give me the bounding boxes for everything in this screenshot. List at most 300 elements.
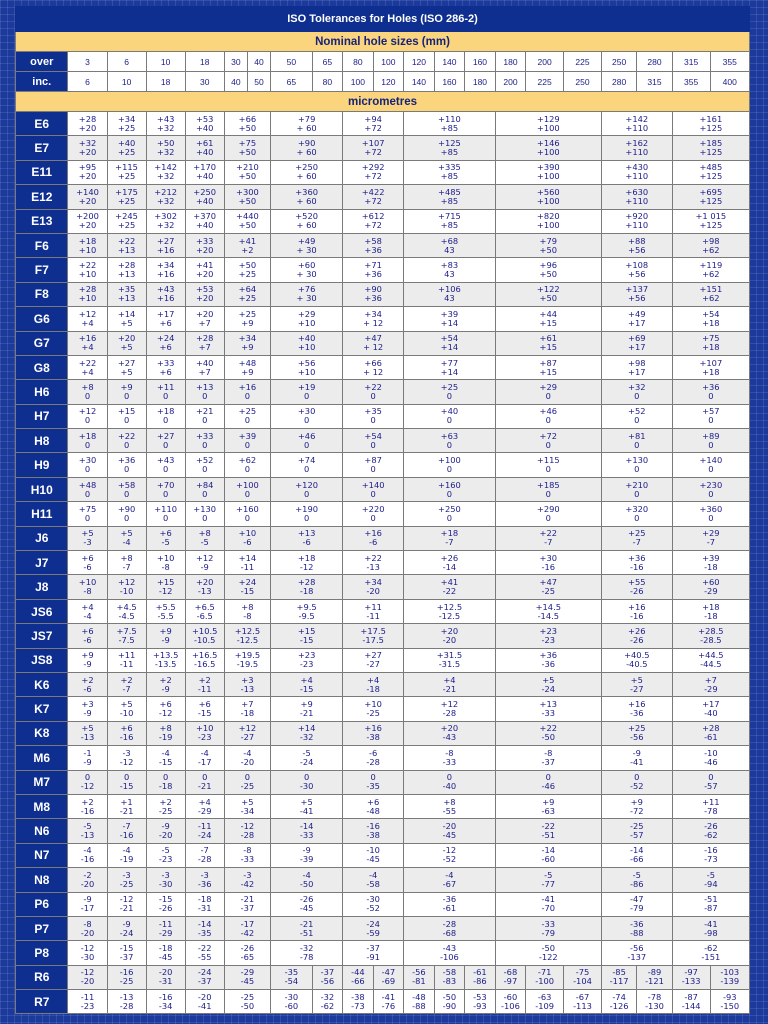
- tolerance-cell: [601, 648, 672, 672]
- micrometres-header: micrometres: [16, 92, 750, 112]
- lower-deviation: 0: [545, 464, 551, 475]
- upper-deviation: +8: [241, 601, 254, 612]
- lower-deviation: -60: [284, 1000, 299, 1011]
- lower-deviation: -8: [83, 586, 92, 597]
- upper-deviation: +119: [699, 260, 723, 271]
- lower-deviation: +20: [78, 122, 97, 133]
- tolerance-cell: [185, 990, 224, 1014]
- lower-deviation: 43: [444, 269, 455, 280]
- upper-deviation: +11: [702, 796, 720, 807]
- upper-deviation: +46: [539, 406, 558, 417]
- lower-deviation: 0: [84, 390, 91, 401]
- lower-deviation: +125: [699, 220, 723, 231]
- tolerance-cell: [107, 624, 146, 648]
- lower-deviation: -34: [240, 805, 255, 816]
- upper-deviation: -36: [630, 918, 644, 929]
- tolerance-cell: [224, 258, 270, 282]
- table-row: [16, 282, 750, 306]
- lower-deviation: 0: [163, 464, 169, 475]
- upper-deviation: +34: [156, 260, 175, 271]
- upper-deviation: +16: [78, 333, 97, 344]
- lower-deviation: 0: [84, 512, 91, 523]
- tolerance-grade-label: G8: [16, 355, 68, 379]
- tolerance-cell: [185, 648, 224, 672]
- tolerance-cell: [343, 258, 404, 282]
- lower-deviation: 0: [123, 390, 130, 401]
- upper-deviation: -8: [445, 747, 454, 758]
- tolerance-cell: [146, 136, 185, 160]
- upper-deviation: +290: [536, 503, 560, 514]
- upper-deviation: 0: [545, 772, 551, 783]
- lower-deviation: -6: [83, 561, 92, 572]
- tolerance-cell: [495, 185, 601, 209]
- upper-deviation: +22: [78, 260, 97, 271]
- upper-deviation: +18: [297, 552, 316, 563]
- tolerance-grade-label: G7: [16, 331, 68, 355]
- lower-deviation: 0: [303, 415, 310, 426]
- lower-deviation: -11: [366, 610, 380, 621]
- upper-deviation: +53: [195, 284, 214, 295]
- tolerance-cell: [271, 819, 343, 843]
- tolerance-grade-label: H11: [16, 502, 68, 526]
- tolerance-cell: [68, 453, 107, 477]
- tolerance-cell: [68, 624, 107, 648]
- tolerance-cell: [68, 721, 107, 745]
- tolerance-cell: [146, 794, 185, 818]
- upper-deviation: +28: [195, 333, 214, 344]
- lower-deviation: -31.5: [438, 659, 461, 670]
- upper-deviation: +75: [78, 503, 97, 514]
- tolerance-cell: [107, 209, 146, 233]
- lower-deviation: +7: [198, 317, 211, 328]
- upper-deviation: -4: [243, 747, 252, 758]
- upper-deviation: +30: [297, 406, 316, 417]
- upper-deviation: +107: [699, 357, 723, 368]
- lower-deviation: -12: [158, 586, 173, 597]
- upper-deviation: +13: [297, 528, 316, 539]
- table-row: [16, 453, 750, 477]
- upper-deviation: -9: [122, 918, 131, 929]
- lower-deviation: +36: [364, 244, 382, 255]
- tolerance-cell: [224, 453, 270, 477]
- lower-deviation: -7: [544, 537, 553, 548]
- tolerance-cell: [224, 575, 270, 599]
- tolerance-cell: [107, 136, 146, 160]
- upper-deviation: -16: [704, 845, 718, 856]
- upper-deviation: -26: [240, 942, 255, 953]
- lower-deviation: 0: [370, 439, 376, 450]
- tolerance-cell: [107, 721, 146, 745]
- upper-deviation: +27: [156, 430, 175, 441]
- upper-deviation: +58: [364, 235, 382, 246]
- lower-deviation: +9: [241, 317, 254, 328]
- tolerance-grade-label: JS6: [16, 599, 68, 623]
- tolerance-cell: [672, 819, 749, 843]
- lower-deviation: -8: [243, 610, 252, 621]
- tolerance-cell: [271, 160, 343, 184]
- upper-deviation: +70: [156, 479, 175, 490]
- upper-deviation: +95: [78, 162, 97, 173]
- tolerance-grade-label: M6: [16, 746, 68, 770]
- lower-deviation: 0: [634, 488, 640, 499]
- lower-deviation: -10: [119, 708, 134, 719]
- lower-deviation: -15: [158, 756, 173, 767]
- upper-deviation: +245: [115, 211, 138, 222]
- tolerance-cell: [107, 380, 146, 404]
- upper-deviation: +28: [117, 260, 136, 271]
- lower-deviation: -117: [609, 976, 629, 987]
- lower-deviation: +100: [536, 122, 560, 133]
- tolerance-cell: [107, 282, 146, 306]
- size-over-cell: 160: [465, 52, 496, 72]
- tolerance-cell: [224, 429, 270, 453]
- lower-deviation: -37: [197, 976, 212, 987]
- lower-deviation: +13: [117, 293, 136, 304]
- tolerance-cell: [601, 575, 672, 599]
- tolerance-cell: [672, 868, 749, 892]
- lower-deviation: 0: [545, 415, 551, 426]
- tolerance-cell: [672, 136, 749, 160]
- size-inc-cell: 50: [247, 72, 270, 92]
- upper-deviation: -22: [197, 942, 212, 953]
- lower-deviation: -12.5: [438, 610, 461, 621]
- lower-deviation: -122: [538, 951, 558, 962]
- size-over-cell: 180: [495, 52, 526, 72]
- upper-deviation: -58: [442, 967, 457, 978]
- tolerance-cell: [601, 941, 672, 965]
- lower-deviation: -86: [473, 976, 487, 987]
- upper-deviation: -4: [122, 845, 131, 856]
- lower-deviation: -45: [299, 903, 314, 914]
- upper-deviation: +44.5: [698, 650, 724, 661]
- lower-deviation: -91: [366, 951, 380, 962]
- lower-deviation: -151: [701, 951, 721, 962]
- tolerance-cell: [107, 526, 146, 550]
- upper-deviation: +250: [295, 162, 319, 173]
- tolerance-cell: [146, 672, 185, 696]
- lower-deviation: -41: [630, 756, 644, 767]
- lower-deviation: -60: [541, 854, 556, 865]
- upper-deviation: -5: [544, 869, 553, 880]
- upper-deviation: +64: [238, 284, 257, 295]
- upper-deviation: +22: [117, 235, 136, 246]
- tolerance-cell: [343, 868, 404, 892]
- lower-deviation: -25: [366, 708, 380, 719]
- tolerance-cell: [404, 331, 496, 355]
- upper-deviation: +40: [195, 357, 214, 368]
- lower-deviation: +72: [364, 122, 382, 133]
- lower-deviation: 0: [370, 415, 376, 426]
- table-row: [16, 526, 750, 550]
- upper-deviation: -32: [320, 991, 335, 1002]
- lower-deviation: +85: [440, 220, 459, 231]
- upper-deviation: +120: [295, 479, 319, 490]
- lower-deviation: +10: [78, 269, 97, 280]
- tolerance-cell: [107, 355, 146, 379]
- lower-deviation: -121: [645, 976, 664, 987]
- upper-deviation: 0: [303, 772, 310, 783]
- tolerance-cell: [404, 965, 435, 989]
- lower-deviation: -51: [541, 830, 556, 841]
- upper-deviation: +9: [159, 625, 172, 636]
- lower-deviation: -11: [240, 561, 255, 572]
- lower-deviation: -72: [630, 805, 644, 816]
- lower-deviation: -28.5: [700, 634, 722, 645]
- upper-deviation: -16: [366, 821, 380, 832]
- upper-deviation: +36: [702, 381, 720, 392]
- tolerance-cell: [146, 258, 185, 282]
- tolerance-cell: [224, 916, 270, 940]
- lower-deviation: -33: [442, 756, 457, 767]
- tolerance-cell: [68, 672, 107, 696]
- lower-deviation: -19.5: [236, 659, 259, 670]
- lower-deviation: -40: [704, 708, 718, 719]
- lower-deviation: +100: [536, 195, 560, 206]
- lower-deviation: 0: [708, 415, 714, 426]
- lower-deviation: +72: [364, 220, 382, 231]
- lower-deviation: -24: [197, 830, 212, 841]
- lower-deviation: +10: [297, 342, 316, 353]
- lower-deviation: +10: [297, 366, 316, 377]
- tolerance-cell: [68, 380, 107, 404]
- lower-deviation: -93: [473, 1000, 487, 1011]
- upper-deviation: +9: [120, 381, 133, 392]
- lower-deviation: -24: [119, 927, 134, 938]
- tolerance-cell: [672, 551, 749, 575]
- lower-deviation: -65: [240, 951, 255, 962]
- lower-deviation: -12: [158, 708, 173, 719]
- lower-deviation: 0: [202, 464, 208, 475]
- lower-deviation: +18: [702, 342, 720, 353]
- lower-deviation: +17: [628, 317, 646, 328]
- upper-deviation: -9: [83, 894, 92, 905]
- tolerance-cell: [224, 941, 270, 965]
- lower-deviation: -78: [299, 951, 314, 962]
- lower-deviation: +13: [117, 244, 136, 255]
- lower-deviation: 0: [202, 488, 208, 499]
- size-over-cell: 100: [373, 52, 404, 72]
- upper-deviation: +630: [625, 186, 649, 197]
- upper-deviation: -25: [630, 821, 644, 832]
- lower-deviation: -27: [240, 732, 255, 743]
- upper-deviation: +6: [159, 528, 172, 539]
- tolerance-cell: [672, 209, 749, 233]
- upper-deviation: -8: [83, 918, 92, 929]
- tolerance-cell: [107, 112, 146, 136]
- lower-deviation: -16: [630, 610, 644, 621]
- upper-deviation: -22: [541, 821, 556, 832]
- upper-deviation: +920: [625, 211, 649, 222]
- tolerance-cell: [271, 697, 343, 721]
- table-row: [16, 355, 750, 379]
- size-inc-cell: 250: [564, 72, 602, 92]
- tolerance-cell: [146, 331, 185, 355]
- upper-deviation: +55: [628, 577, 646, 588]
- upper-deviation: +8: [198, 528, 211, 539]
- upper-deviation: +16: [364, 528, 382, 539]
- lower-deviation: -50: [299, 878, 314, 889]
- upper-deviation: +27: [117, 357, 136, 368]
- upper-deviation: -87: [684, 991, 698, 1002]
- tolerance-cell: [564, 965, 602, 989]
- upper-deviation: +12: [78, 406, 97, 417]
- lower-deviation: + 30: [296, 269, 317, 280]
- upper-deviation: +12: [78, 308, 97, 319]
- lower-deviation: -12: [299, 561, 314, 572]
- tolerance-cell: [271, 307, 343, 331]
- lower-deviation: -56: [630, 732, 644, 743]
- tolerance-cell: [373, 965, 404, 989]
- tolerance-cell: [343, 112, 404, 136]
- upper-deviation: -47: [381, 967, 396, 978]
- lower-deviation: 0: [163, 512, 169, 523]
- upper-deviation: -4: [445, 869, 454, 880]
- size-over-cell: 50: [271, 52, 313, 72]
- upper-deviation: +4: [443, 674, 456, 685]
- upper-deviation: -33: [541, 918, 556, 929]
- upper-deviation: +12.5: [436, 601, 463, 612]
- tolerance-cell: [224, 233, 270, 257]
- tolerance-cell: [68, 112, 107, 136]
- upper-deviation: -20: [158, 967, 173, 978]
- upper-deviation: +25: [238, 308, 257, 319]
- upper-deviation: -4: [369, 869, 378, 880]
- lower-deviation: 0: [708, 512, 714, 523]
- lower-deviation: -30: [299, 781, 314, 792]
- tolerance-cell: [601, 916, 672, 940]
- tolerance-cell: [271, 453, 343, 477]
- size-over-cell: 355: [710, 52, 749, 72]
- lower-deviation: +40: [195, 147, 214, 158]
- upper-deviation: -17: [240, 918, 255, 929]
- upper-deviation: -16: [119, 967, 134, 978]
- upper-deviation: +5: [542, 674, 555, 685]
- upper-deviation: +175: [115, 186, 138, 197]
- tolerance-cell: [68, 307, 107, 331]
- tolerance-cell: [185, 477, 224, 501]
- lower-deviation: +32: [156, 122, 175, 133]
- lower-deviation: +7: [198, 366, 211, 377]
- upper-deviation: +83: [440, 260, 459, 271]
- size-inc-cell: 40: [224, 72, 247, 92]
- upper-deviation: -3: [200, 869, 209, 880]
- lower-deviation: +16: [156, 293, 175, 304]
- upper-deviation: +17.5: [360, 625, 386, 636]
- lower-deviation: -45: [366, 854, 380, 865]
- lower-deviation: +20: [78, 220, 97, 231]
- lower-deviation: +13: [117, 269, 136, 280]
- upper-deviation: +335: [438, 162, 461, 173]
- tolerance-cell: [107, 916, 146, 940]
- tolerance-cell: [224, 551, 270, 575]
- lower-deviation: +50: [238, 147, 257, 158]
- tolerance-cell: [495, 209, 601, 233]
- upper-deviation: -67: [575, 991, 590, 1002]
- upper-deviation: -11: [80, 991, 95, 1002]
- lower-deviation: -139: [720, 976, 740, 987]
- tolerance-cell: [224, 746, 270, 770]
- tolerance-cell: [68, 599, 107, 623]
- table-row: [16, 746, 750, 770]
- tolerance-cell: [68, 990, 107, 1014]
- tolerance-cell: [495, 575, 601, 599]
- lower-deviation: -38: [366, 732, 380, 743]
- upper-deviation: +53: [195, 113, 214, 124]
- lower-deviation: +72: [364, 195, 382, 206]
- lower-deviation: -16: [80, 805, 95, 816]
- tolerance-cell: [68, 941, 107, 965]
- tolerance-cell: [185, 794, 224, 818]
- lower-deviation: -7: [706, 537, 715, 548]
- lower-deviation: -79: [630, 903, 644, 914]
- tolerance-grade-label: H10: [16, 477, 68, 501]
- lower-deviation: -14.5: [537, 610, 560, 621]
- lower-deviation: -30: [158, 878, 173, 889]
- tolerance-cell: [224, 526, 270, 550]
- upper-deviation: -2: [83, 869, 92, 880]
- tolerance-cell: [146, 624, 185, 648]
- tolerance-cell: [601, 380, 672, 404]
- tolerance-cell: [434, 965, 465, 989]
- tolerance-cell: [404, 575, 496, 599]
- upper-deviation: -12: [119, 894, 134, 905]
- lower-deviation: -40: [442, 781, 457, 792]
- upper-deviation: +19: [297, 381, 316, 392]
- table-row: [16, 941, 750, 965]
- tolerance-cell: [107, 819, 146, 843]
- tolerance-cell: [672, 916, 749, 940]
- lower-deviation: -13.5: [154, 659, 177, 670]
- upper-deviation: +81: [628, 430, 646, 441]
- upper-deviation: +130: [193, 503, 217, 514]
- tolerance-cell: [601, 868, 672, 892]
- upper-deviation: +14: [117, 308, 136, 319]
- tolerance-cell: [672, 648, 749, 672]
- size-inc-cell: 160: [434, 72, 465, 92]
- upper-deviation: -3: [243, 869, 252, 880]
- lower-deviation: +32: [156, 171, 175, 182]
- upper-deviation: +440: [236, 211, 259, 222]
- upper-deviation: +96: [539, 260, 558, 271]
- tolerance-cell: [271, 233, 343, 257]
- tolerance-cell: [343, 307, 404, 331]
- tolerance-cell: [146, 599, 185, 623]
- size-over-cell: 6: [107, 52, 146, 72]
- lower-deviation: -20: [80, 878, 95, 889]
- tolerance-cell: [185, 624, 224, 648]
- table-row: [16, 380, 750, 404]
- lower-deviation: +125: [699, 122, 723, 133]
- upper-deviation: +11: [117, 650, 136, 661]
- upper-deviation: +44: [539, 308, 558, 319]
- upper-deviation: -3: [122, 869, 131, 880]
- upper-deviation: -51: [704, 894, 718, 905]
- upper-deviation: +32: [78, 138, 97, 149]
- tolerance-cell: [146, 185, 185, 209]
- tolerance-grade-label: H8: [16, 429, 68, 453]
- tolerance-cell: [495, 990, 526, 1014]
- tolerance-cell: [404, 746, 496, 770]
- upper-deviation: +142: [154, 162, 178, 173]
- upper-deviation: +41: [195, 260, 214, 271]
- lower-deviation: +85: [440, 122, 459, 133]
- tolerance-cell: [224, 185, 270, 209]
- upper-deviation: +250: [193, 186, 217, 197]
- lower-deviation: 0: [244, 488, 251, 499]
- tolerance-cell: [146, 233, 185, 257]
- tolerance-cell: [271, 868, 343, 892]
- tolerance-cell: [404, 770, 496, 794]
